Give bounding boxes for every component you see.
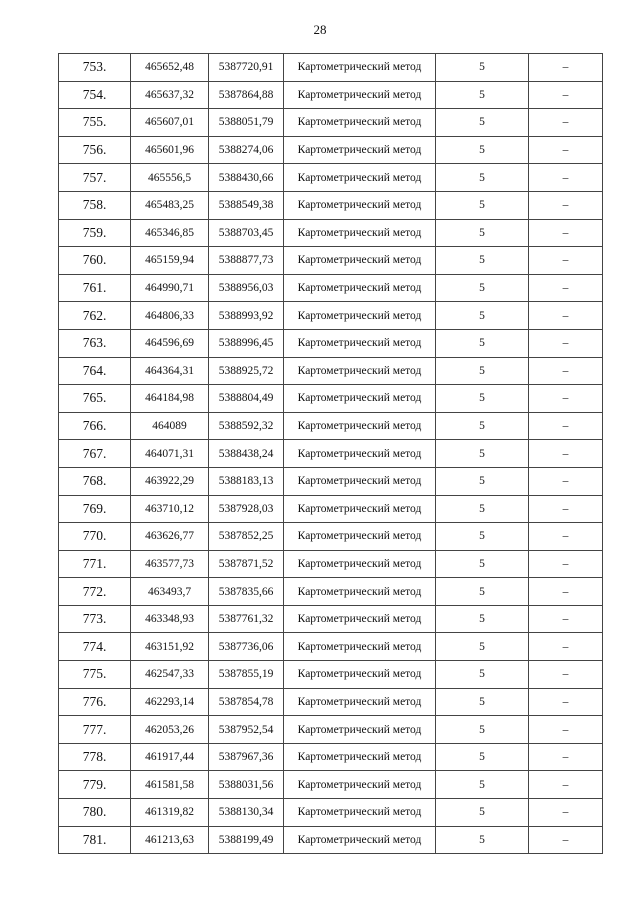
table-row [59,716,603,744]
accuracy-cell: 5 [436,274,529,302]
x-coordinate-cell: 464071,31 [131,440,209,468]
method-cell: Картометрический метод [284,716,436,744]
y-coordinate-cell: 5387761,32 [209,605,284,633]
accuracy-cell: 5 [436,523,529,551]
description-cell: – [529,440,603,468]
point-number-cell: 774. [59,633,131,661]
accuracy-cell: 5 [436,412,529,440]
accuracy-cell: 5 [436,329,529,357]
point-number-cell: 763. [59,329,131,357]
x-coordinate-cell: 463348,93 [131,605,209,633]
method-cell: Картометрический метод [284,467,436,495]
table-row [59,412,603,440]
x-coordinate-cell: 461581,58 [131,771,209,799]
point-number-cell: 767. [59,440,131,468]
point-number-cell: 762. [59,302,131,330]
method-cell: Картометрический метод [284,688,436,716]
y-coordinate-cell: 5387835,66 [209,578,284,606]
table-row [59,302,603,330]
x-coordinate-cell: 463577,73 [131,550,209,578]
point-number-cell: 777. [59,716,131,744]
y-coordinate-cell: 5388925,72 [209,357,284,385]
description-cell: – [529,302,603,330]
accuracy-cell: 5 [436,771,529,799]
point-number-cell: 773. [59,605,131,633]
method-cell: Картометрический метод [284,826,436,854]
description-cell: – [529,136,603,164]
method-cell: Картометрический метод [284,771,436,799]
y-coordinate-cell: 5388956,03 [209,274,284,302]
description-cell: – [529,688,603,716]
method-cell: Картометрический метод [284,495,436,523]
x-coordinate-cell: 464364,31 [131,357,209,385]
table-row [59,467,603,495]
table-row [59,743,603,771]
x-coordinate-cell: 465607,01 [131,109,209,137]
table-row [59,385,603,413]
method-cell: Картометрический метод [284,136,436,164]
table-row [59,578,603,606]
point-number-cell: 776. [59,688,131,716]
table-row [59,550,603,578]
x-coordinate-cell: 462053,26 [131,716,209,744]
point-number-cell: 780. [59,799,131,827]
point-number-cell: 761. [59,274,131,302]
description-cell: – [529,633,603,661]
description-cell: – [529,81,603,109]
accuracy-cell: 5 [436,247,529,275]
method-cell: Картометрический метод [284,550,436,578]
method-cell: Картометрический метод [284,357,436,385]
x-coordinate-cell: 463493,7 [131,578,209,606]
y-coordinate-cell: 5388804,49 [209,385,284,413]
point-number-cell: 770. [59,523,131,551]
table-row [59,136,603,164]
description-cell: – [529,799,603,827]
point-number-cell: 771. [59,550,131,578]
x-coordinate-cell: 463626,77 [131,523,209,551]
description-cell: – [529,771,603,799]
x-coordinate-cell: 463922,29 [131,467,209,495]
method-cell: Картометрический метод [284,109,436,137]
table-row [59,219,603,247]
y-coordinate-cell: 5387928,03 [209,495,284,523]
x-coordinate-cell: 465556,5 [131,164,209,192]
method-cell: Картометрический метод [284,743,436,771]
y-coordinate-cell: 5388051,79 [209,109,284,137]
accuracy-cell: 5 [436,136,529,164]
method-cell: Картометрический метод [284,302,436,330]
description-cell: – [529,467,603,495]
x-coordinate-cell: 461917,44 [131,743,209,771]
table-row [59,191,603,219]
method-cell: Картометрический метод [284,523,436,551]
description-cell: – [529,550,603,578]
x-coordinate-cell: 463151,92 [131,633,209,661]
method-cell: Картометрический метод [284,799,436,827]
description-cell: – [529,495,603,523]
table-row [59,661,603,689]
description-cell: – [529,109,603,137]
page-number: 28 [313,22,327,37]
method-cell: Картометрический метод [284,191,436,219]
table-row [59,440,603,468]
x-coordinate-cell: 462293,14 [131,688,209,716]
point-number-cell: 757. [59,164,131,192]
y-coordinate-cell: 5388199,49 [209,826,284,854]
table-row [59,633,603,661]
accuracy-cell: 5 [436,743,529,771]
method-cell: Картометрический метод [284,578,436,606]
point-number-cell: 760. [59,247,131,275]
point-number-cell: 769. [59,495,131,523]
x-coordinate-cell: 463710,12 [131,495,209,523]
point-number-cell: 772. [59,578,131,606]
table-row [59,274,603,302]
description-cell: – [529,219,603,247]
description-cell: – [529,605,603,633]
x-coordinate-cell: 464596,69 [131,329,209,357]
method-cell: Картометрический метод [284,164,436,192]
x-coordinate-cell: 464990,71 [131,274,209,302]
table-row [59,771,603,799]
accuracy-cell: 5 [436,357,529,385]
description-cell: – [529,274,603,302]
point-number-cell: 781. [59,826,131,854]
y-coordinate-cell: 5388274,06 [209,136,284,164]
point-number-cell: 765. [59,385,131,413]
y-coordinate-cell: 5387854,78 [209,688,284,716]
method-cell: Картометрический метод [284,605,436,633]
point-number-cell: 778. [59,743,131,771]
description-cell: – [529,247,603,275]
accuracy-cell: 5 [436,578,529,606]
method-cell: Картометрический метод [284,54,436,82]
method-cell: Картометрический метод [284,440,436,468]
x-coordinate-cell: 464089 [131,412,209,440]
accuracy-cell: 5 [436,219,529,247]
accuracy-cell: 5 [436,467,529,495]
description-cell: – [529,523,603,551]
y-coordinate-cell: 5388592,32 [209,412,284,440]
table-row [59,164,603,192]
table-row [59,54,603,82]
method-cell: Картометрический метод [284,274,436,302]
description-cell: – [529,743,603,771]
x-coordinate-cell: 465346,85 [131,219,209,247]
y-coordinate-cell: 5387852,25 [209,523,284,551]
table-row [59,247,603,275]
y-coordinate-cell: 5388130,34 [209,799,284,827]
accuracy-cell: 5 [436,54,529,82]
point-number-cell: 766. [59,412,131,440]
x-coordinate-cell: 465483,25 [131,191,209,219]
accuracy-cell: 5 [436,495,529,523]
y-coordinate-cell: 5387952,54 [209,716,284,744]
accuracy-cell: 5 [436,191,529,219]
y-coordinate-cell: 5387967,36 [209,743,284,771]
y-coordinate-cell: 5388430,66 [209,164,284,192]
accuracy-cell: 5 [436,799,529,827]
coordinates-table-body [59,54,603,854]
y-coordinate-cell: 5388703,45 [209,219,284,247]
method-cell: Картометрический метод [284,385,436,413]
accuracy-cell: 5 [436,688,529,716]
accuracy-cell: 5 [436,633,529,661]
x-coordinate-cell: 465637,32 [131,81,209,109]
table-row [59,799,603,827]
method-cell: Картометрический метод [284,661,436,689]
accuracy-cell: 5 [436,716,529,744]
table-row [59,688,603,716]
point-number-cell: 756. [59,136,131,164]
description-cell: – [529,191,603,219]
accuracy-cell: 5 [436,302,529,330]
y-coordinate-cell: 5387871,52 [209,550,284,578]
description-cell: – [529,385,603,413]
y-coordinate-cell: 5388031,56 [209,771,284,799]
description-cell: – [529,329,603,357]
x-coordinate-cell: 465159,94 [131,247,209,275]
accuracy-cell: 5 [436,440,529,468]
method-cell: Картометрический метод [284,329,436,357]
x-coordinate-cell: 461319,82 [131,799,209,827]
accuracy-cell: 5 [436,164,529,192]
table-row [59,357,603,385]
description-cell: – [529,716,603,744]
description-cell: – [529,578,603,606]
description-cell: – [529,412,603,440]
method-cell: Картометрический метод [284,412,436,440]
accuracy-cell: 5 [436,109,529,137]
method-cell: Картометрический метод [284,219,436,247]
coordinates-table [58,53,603,854]
point-number-cell: 768. [59,467,131,495]
table-row [59,523,603,551]
description-cell: – [529,54,603,82]
y-coordinate-cell: 5388549,38 [209,191,284,219]
method-cell: Картометрический метод [284,633,436,661]
accuracy-cell: 5 [436,826,529,854]
y-coordinate-cell: 5388877,73 [209,247,284,275]
method-cell: Картометрический метод [284,247,436,275]
point-number-cell: 758. [59,191,131,219]
y-coordinate-cell: 5387855,19 [209,661,284,689]
y-coordinate-cell: 5387736,06 [209,633,284,661]
description-cell: – [529,826,603,854]
table-row [59,81,603,109]
point-number-cell: 759. [59,219,131,247]
description-cell: – [529,357,603,385]
accuracy-cell: 5 [436,385,529,413]
y-coordinate-cell: 5388996,45 [209,329,284,357]
accuracy-cell: 5 [436,605,529,633]
x-coordinate-cell: 464806,33 [131,302,209,330]
table-row [59,495,603,523]
accuracy-cell: 5 [436,661,529,689]
point-number-cell: 753. [59,54,131,82]
y-coordinate-cell: 5388438,24 [209,440,284,468]
x-coordinate-cell: 464184,98 [131,385,209,413]
y-coordinate-cell: 5388183,13 [209,467,284,495]
description-cell: – [529,661,603,689]
x-coordinate-cell: 461213,63 [131,826,209,854]
point-number-cell: 764. [59,357,131,385]
y-coordinate-cell: 5387864,88 [209,81,284,109]
accuracy-cell: 5 [436,81,529,109]
description-cell: – [529,164,603,192]
y-coordinate-cell: 5387720,91 [209,54,284,82]
x-coordinate-cell: 462547,33 [131,661,209,689]
point-number-cell: 775. [59,661,131,689]
table-row [59,605,603,633]
table-row [59,329,603,357]
x-coordinate-cell: 465601,96 [131,136,209,164]
table-row [59,826,603,854]
point-number-cell: 755. [59,109,131,137]
y-coordinate-cell: 5388993,92 [209,302,284,330]
accuracy-cell: 5 [436,550,529,578]
method-cell: Картометрический метод [284,81,436,109]
table-row [59,109,603,137]
point-number-cell: 754. [59,81,131,109]
x-coordinate-cell: 465652,48 [131,54,209,82]
point-number-cell: 779. [59,771,131,799]
